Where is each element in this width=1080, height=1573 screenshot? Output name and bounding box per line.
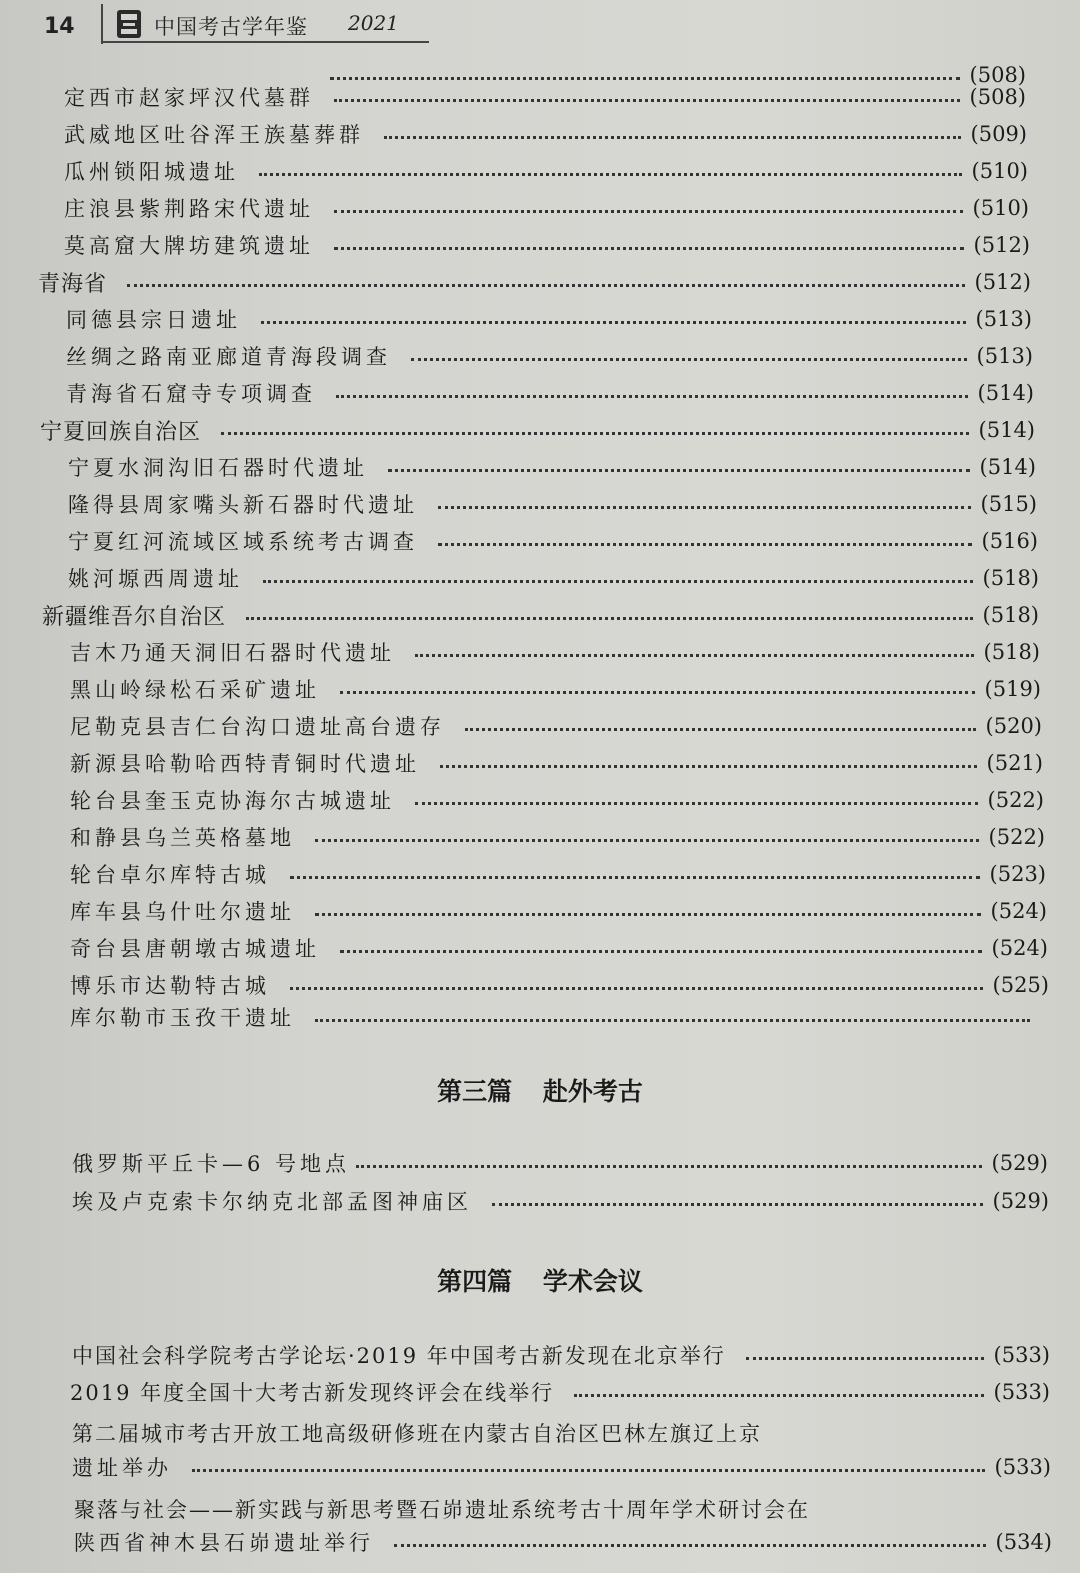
- toc-page: (516): [981, 529, 1038, 553]
- toc-entry: [70, 822, 1045, 852]
- dot-leader: [415, 802, 978, 805]
- toc-page: (512): [974, 270, 1031, 294]
- toc-entry: [64, 230, 1030, 260]
- toc-entry: [72, 1452, 1051, 1482]
- toc-label: 定西市赵家坪汉代墓群: [64, 86, 314, 110]
- toc-entry: [70, 711, 1042, 741]
- header-rule: [101, 41, 429, 43]
- toc-page: (514): [979, 455, 1036, 479]
- toc-label: 轮台卓尔库特古城: [70, 863, 270, 887]
- toc-label: 丝绸之路南亚廊道青海段调查: [66, 345, 391, 369]
- header-divider: [101, 4, 103, 44]
- page-number: 14: [44, 14, 75, 39]
- toc-label: 宁夏回族自治区: [40, 419, 202, 445]
- toc-label: 莫高窟大牌坊建筑遗址: [64, 234, 314, 258]
- toc-page: (533): [993, 1380, 1050, 1404]
- toc-entry: [64, 82, 1026, 112]
- dot-leader: [263, 580, 973, 583]
- dot-leader: [340, 950, 982, 953]
- toc-label: 宁夏水洞沟旧石器时代遗址: [68, 456, 368, 480]
- toc-entry: [70, 674, 1041, 704]
- dot-leader: [440, 765, 977, 768]
- page-header: [0, 0, 430, 44]
- toc-page: (518): [982, 603, 1039, 627]
- toc-label: 宁夏红河流域区域系统考古调查: [68, 530, 418, 554]
- toc-entry: [70, 859, 1046, 889]
- dot-leader: [746, 1357, 984, 1360]
- dot-leader: [438, 506, 971, 509]
- toc-entry: [66, 304, 1032, 334]
- dot-leader: [315, 839, 979, 842]
- toc-label: 新疆维吾尔自治区: [42, 604, 227, 630]
- toc-label: 库车县乌什吐尔遗址: [70, 900, 295, 924]
- dot-leader: [290, 876, 980, 879]
- toc-entry: [66, 341, 1033, 371]
- toc-page: (524): [991, 936, 1048, 960]
- toc-page: (508): [969, 63, 1026, 87]
- toc-entry: [70, 785, 1044, 815]
- toc-page: (514): [977, 381, 1034, 405]
- toc-entry: [70, 933, 1048, 963]
- toc-entry-first-line: 第二届城市考古开放工地高级研修班在内蒙古自治区巴林左旗辽上京: [72, 1422, 762, 1446]
- toc-label: 和静县乌兰英格墓地: [70, 826, 295, 850]
- dot-leader: [465, 728, 976, 731]
- toc-entry: [70, 896, 1047, 926]
- dot-leader: [315, 913, 981, 916]
- toc-label: 奇台县唐朝墩古城遗址: [70, 937, 320, 961]
- dot-leader: [415, 654, 974, 657]
- toc-label: 武威地区吐谷浑王族墓葬群: [64, 123, 364, 147]
- toc-page: (515): [980, 492, 1037, 516]
- toc-label: 埃及卢克索卡尔纳克北部孟图神庙区: [72, 1190, 472, 1214]
- toc-province-entry: [38, 267, 1031, 297]
- dot-leader: [261, 321, 966, 324]
- toc-province-entry: [42, 600, 1039, 630]
- toc-label: 博乐市达勒特古城: [70, 974, 270, 998]
- toc-page: (513): [975, 307, 1032, 331]
- toc-entry: [68, 526, 1038, 556]
- toc-label: 庄浪县紫荆路宋代遗址: [64, 197, 314, 221]
- book-year: 2021: [348, 11, 399, 35]
- toc-entry: [70, 1002, 1040, 1032]
- toc-page: (518): [983, 640, 1040, 664]
- dot-leader: [492, 1203, 983, 1206]
- toc-label: 姚河塬西周遗址: [68, 567, 243, 591]
- toc-label: 隆得县周家嘴头新石器时代遗址: [68, 493, 418, 517]
- toc-entry: [70, 637, 1040, 667]
- dot-leader: [356, 1165, 981, 1168]
- toc-page: (510): [971, 159, 1028, 183]
- toc-entry: [70, 748, 1043, 778]
- toc-page: (529): [991, 1151, 1048, 1175]
- dot-leader: [192, 1469, 985, 1472]
- toc-page: (510): [972, 196, 1029, 220]
- toc-page: (533): [994, 1455, 1051, 1479]
- toc-page: (533): [993, 1343, 1050, 1367]
- toc-entry-first-line: 聚落与社会——新实践与新思考暨石峁遗址系统考古十周年学术研讨会在: [74, 1498, 810, 1522]
- dot-leader: [388, 469, 970, 472]
- toc-page: (534): [995, 1530, 1052, 1554]
- dot-leader: [334, 210, 963, 213]
- dot-leader: [259, 173, 962, 176]
- toc-entry: [64, 193, 1029, 223]
- dot-leader: [246, 617, 973, 620]
- toc-label: 青海省: [38, 271, 108, 297]
- toc-label: 尼勒克县吉仁台沟口遗址高台遗存: [70, 715, 445, 739]
- toc-page: (529): [992, 1189, 1049, 1213]
- section-title-part4: 第四篇 学术会议: [437, 1267, 643, 1296]
- toc-entry: [72, 1340, 1050, 1370]
- toc-page: (512): [973, 233, 1030, 257]
- toc-label: 遗址举办: [72, 1456, 172, 1480]
- toc-page: (522): [987, 788, 1044, 812]
- toc-page: (509): [970, 122, 1027, 146]
- toc-entry: [64, 156, 1028, 186]
- toc-label: 吉木乃通天洞旧石器时代遗址: [70, 641, 395, 665]
- toc-entry: [74, 1527, 1052, 1557]
- dot-leader: [340, 691, 975, 694]
- dot-leader: [336, 395, 968, 398]
- toc-page: (522): [988, 825, 1045, 849]
- yearbook-logo-icon: [114, 8, 144, 40]
- dot-leader: [411, 358, 967, 361]
- toc-page: (523): [989, 862, 1046, 886]
- toc-entry: [64, 119, 1027, 149]
- dot-leader: [127, 284, 965, 287]
- dot-leader: [315, 1019, 1030, 1022]
- toc-label: 俄罗斯平丘卡—6 号地点: [72, 1152, 351, 1176]
- toc-label: 库尔勒市玉孜干遗址: [70, 1006, 295, 1030]
- toc-entry: [70, 1377, 1050, 1407]
- toc-label: 瓜州锁阳城遗址: [64, 160, 239, 184]
- toc-entry: [66, 378, 1034, 408]
- toc-entry: [68, 489, 1037, 519]
- toc-label: 中国社会科学院考古学论坛·2019 年中国考古新发现在北京举行: [72, 1344, 726, 1368]
- toc-label: 轮台县奎玉克协海尔古城遗址: [70, 789, 395, 813]
- toc-entry: [70, 970, 1049, 1000]
- book-title: 中国考古学年鉴: [154, 15, 308, 39]
- toc-province-entry: [40, 415, 1035, 445]
- toc-page: (514): [978, 418, 1035, 442]
- toc-entry: [68, 563, 1039, 593]
- toc-page: (519): [984, 677, 1041, 701]
- toc-label: 新源县哈勒哈西特青铜时代遗址: [70, 752, 420, 776]
- toc-entry: [72, 1186, 1049, 1216]
- dot-leader: [334, 247, 964, 250]
- toc-entry: [72, 1148, 1048, 1178]
- dot-leader: [574, 1394, 983, 1397]
- toc-page: (520): [985, 714, 1042, 738]
- dot-leader: [290, 987, 983, 990]
- dot-leader: [384, 136, 961, 139]
- section-title-part3: 第三篇 赴外考古: [437, 1077, 643, 1106]
- dot-leader: [330, 77, 960, 80]
- dot-leader: [334, 99, 960, 102]
- toc-page: (521): [986, 751, 1043, 775]
- toc-label: 黑山岭绿松石采矿遗址: [70, 678, 320, 702]
- toc-page: (518): [982, 566, 1039, 590]
- toc-page: (524): [990, 899, 1047, 923]
- toc-entry: [68, 452, 1036, 482]
- toc-label: 青海省石窟寺专项调查: [66, 382, 316, 406]
- dot-leader: [394, 1544, 986, 1547]
- toc-page: (508): [969, 85, 1026, 109]
- toc-label: 同德县宗日遗址: [66, 308, 241, 332]
- toc-page: (513): [976, 344, 1033, 368]
- toc-label: 2019 年度全国十大考古新发现终评会在线举行: [70, 1381, 555, 1405]
- toc-label: 陕西省神木县石峁遗址举行: [74, 1531, 374, 1555]
- toc-page: (525): [992, 973, 1049, 997]
- dot-leader: [221, 432, 969, 435]
- dot-leader: [438, 543, 972, 546]
